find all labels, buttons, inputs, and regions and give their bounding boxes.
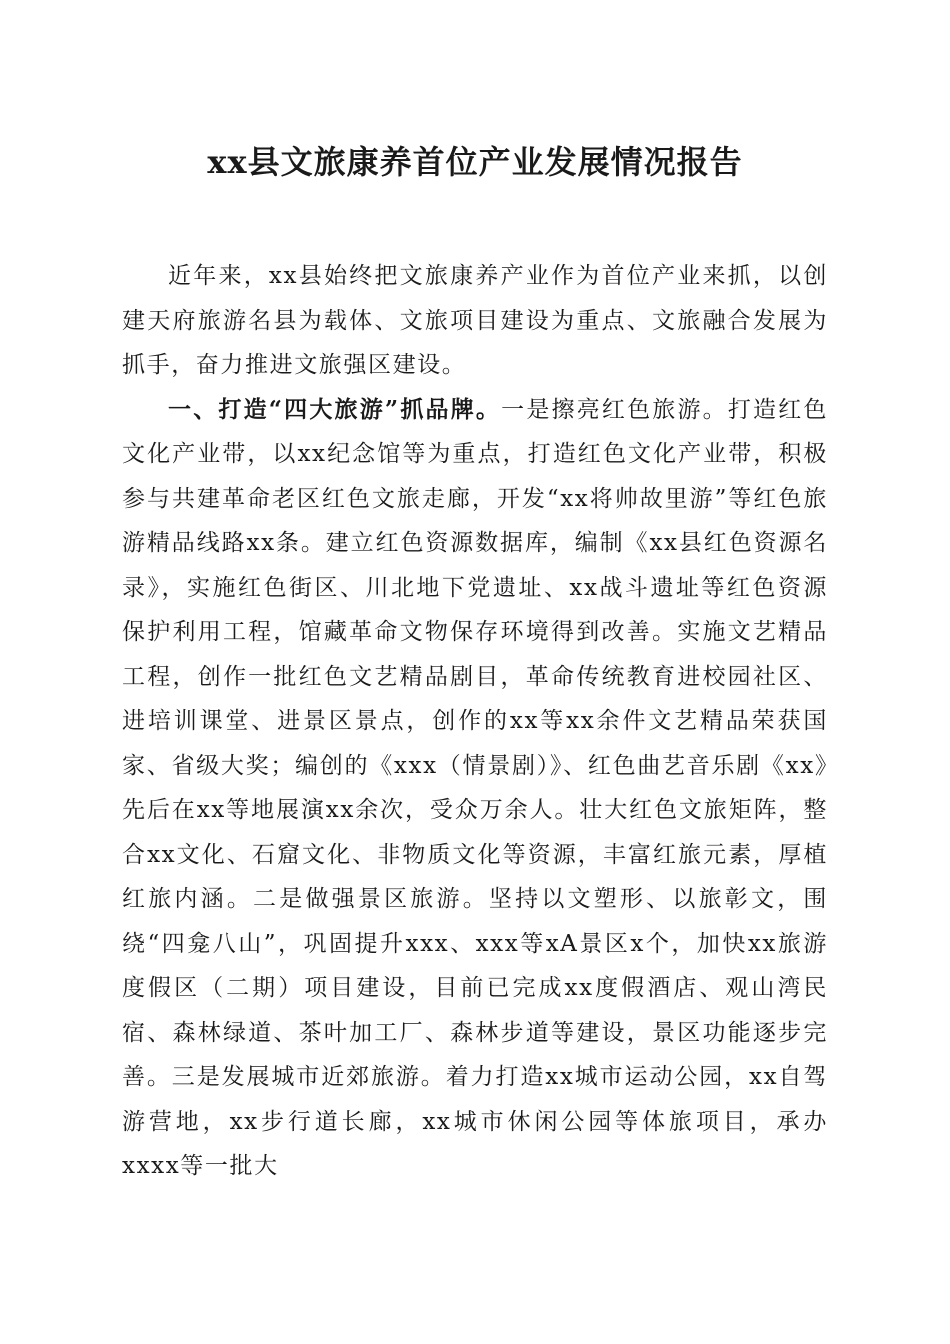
paragraph-text: 一是擦亮红色旅游。打造红色文化产业带，以xx纪念馆等为重点，打造红色文化产业带，积极参与共建革命老区红色文旅走廊，开发“xx将帅故里游”等红色旅游精品线路xx条。建立红色资源数据库，编制《xx县红色资源名录》，实施红色街区、川北地下党遗址、xx战斗遗址等红色资源保护利用工程，馆藏革命文物保存环境得到改善。实施文艺精品工程，创作一批红色文艺精品剧目，革命传统教育进校园社区、进培训课堂、进景区景点，创作的xx等xx余件文艺精品荣获国家、省级大奖；编创的《xxx（情景剧）》、红色曲艺音乐剧《xx》先后在xx等地展演xx余次，受众万余人。壮大红色文旅矩阵，整合xx文化、石窟文化、非物质文化等资源，丰富红旅元素，厚植红旅内涵。二是做强景区旅游。坚持以文塑形、以旅彰文，围绕“四龛八山”，巩固提升xxx、xxx等xA景区x个，加快xx旅游度假区（二期）项目建设，目前已完成xx度假酒店、观山湾民宿、森林绿道、茶叶加工厂、森林步道等建设，景区功能逐步完善。三是发展城市近郊旅游。着力打造xx城市运动公园，xx自驾游营地，xx步行道长廊，xx城市休闲公园等体旅项目，承办xxxx等一批大 bbox=[122, 396, 828, 1179]
paragraph-intro bbox=[122, 254, 828, 388]
paragraph-text: 近年来，xx县始终把文旅康养产业作为首位产业来抓，以创建天府旅游名县为载体、文旅项目建设为重点、文旅融合发展为抓手，奋力推进文旅强区建设。 bbox=[122, 263, 828, 378]
document-body bbox=[122, 254, 828, 1189]
document-title: xx县文旅康养首位产业发展情况报告 bbox=[207, 143, 743, 181]
paragraph-section-one bbox=[122, 388, 828, 1189]
section-heading: 一、打造“四大旅游”抓品牌。 bbox=[168, 395, 502, 423]
